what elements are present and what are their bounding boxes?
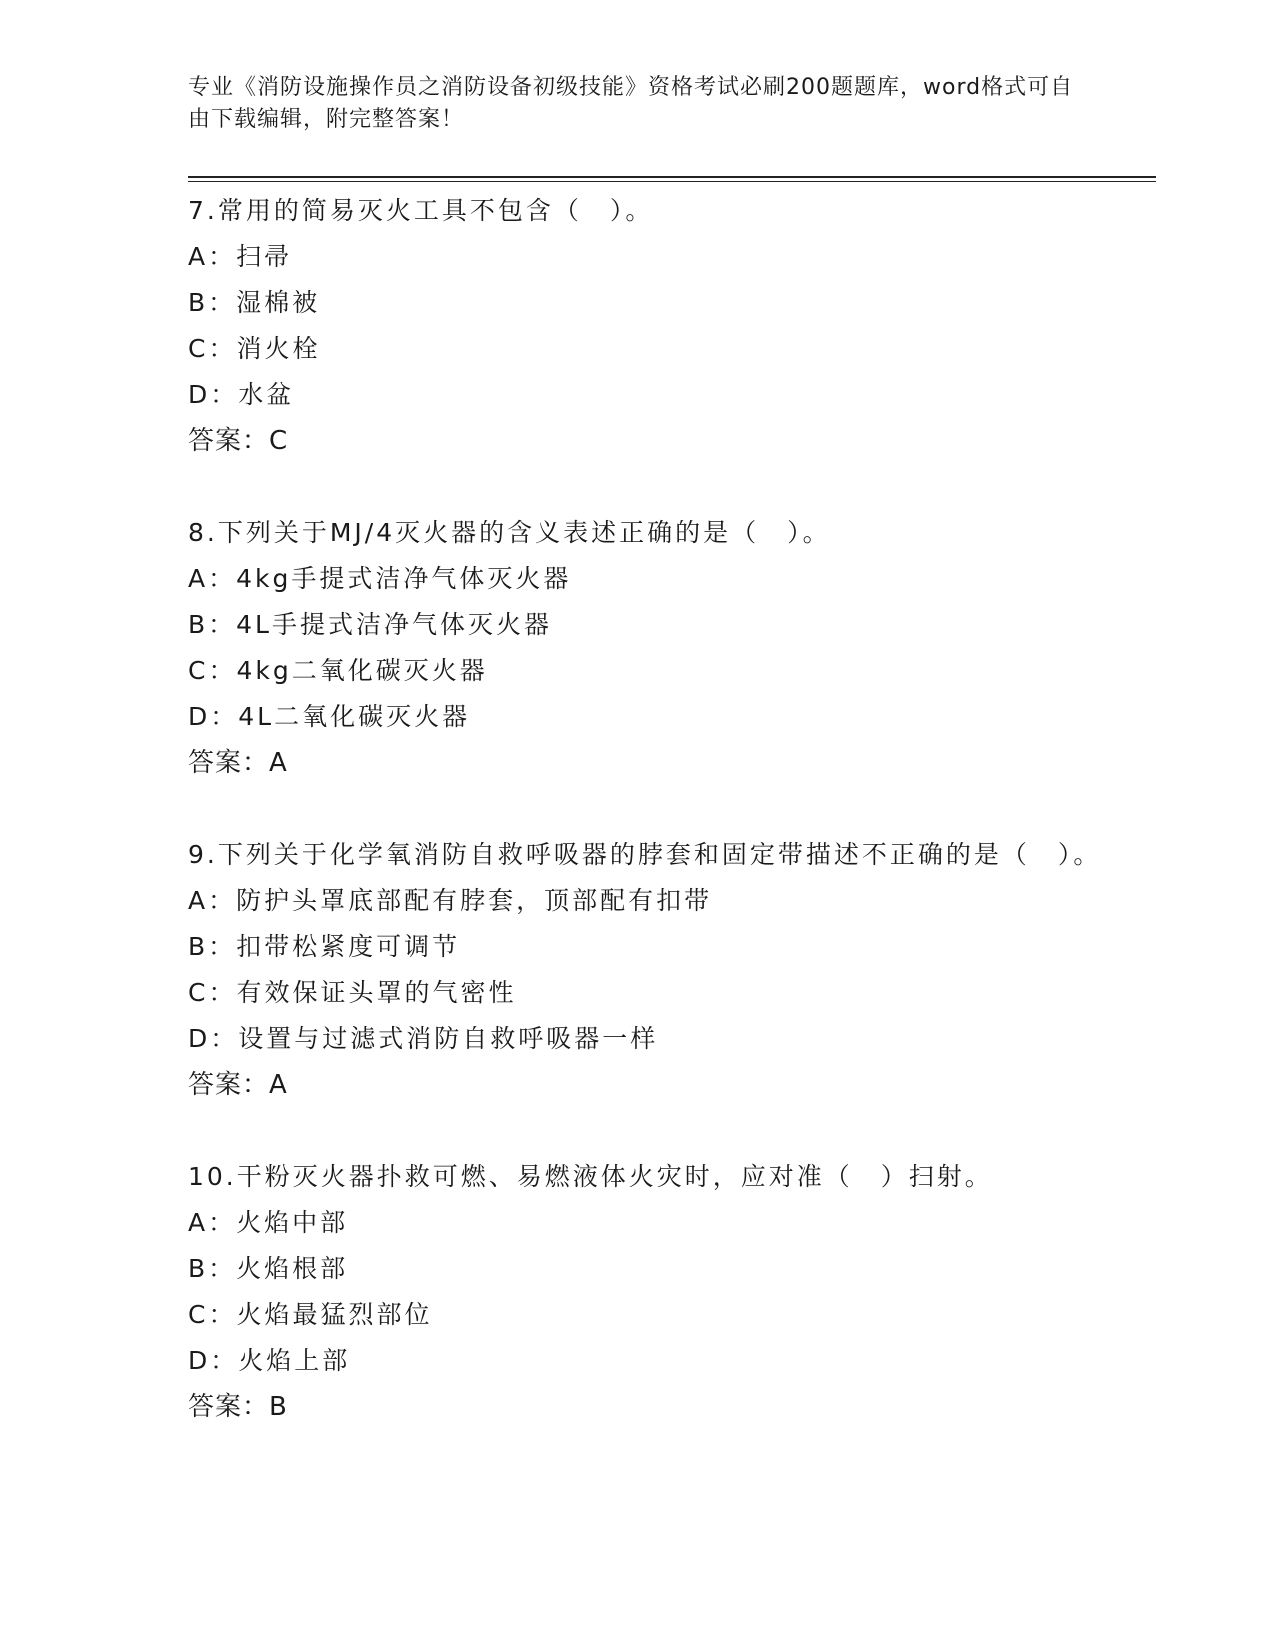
answer-label: 答案： (188, 426, 270, 456)
question-item (188, 832, 1148, 1108)
option-c: C：有效保证头罩的气密性 (188, 978, 517, 1007)
answer-value: B (269, 1392, 288, 1422)
option-a: A：扫帚 (188, 242, 293, 271)
option-a: A：火焰中部 (188, 1208, 349, 1237)
option-c: C：4kg二氧化碳灭火器 (188, 656, 488, 685)
answer-line (188, 418, 1148, 464)
answer-value: A (269, 748, 288, 778)
answer-line (188, 740, 1148, 786)
question-stem: 9.下列关于化学氧消防自救呼吸器的脖套和固定带描述不正确的是（ ）。 (188, 840, 1102, 869)
option-b: B：4L手提式洁净气体灭火器 (188, 610, 552, 639)
option-b: B：湿棉被 (188, 288, 321, 317)
header-divider (188, 176, 1156, 182)
option-c: C：消火栓 (188, 334, 321, 363)
option-a: A：防护头罩底部配有脖套，顶部配有扣带 (188, 886, 713, 915)
answer-value: C (269, 426, 289, 456)
answer-label: 答案： (188, 1070, 270, 1100)
question-list (188, 188, 1148, 1476)
option-d: D：火焰上部 (188, 1346, 351, 1375)
option-d: D：4L二氧化碳灭火器 (188, 702, 471, 731)
question-stem: 8.下列关于MJ/4灭火器的含义表述正确的是（ ）。 (188, 518, 831, 547)
option-b: B：火焰根部 (188, 1254, 349, 1283)
option-c: C：火焰最猛烈部位 (188, 1300, 433, 1329)
option-d: D：水盆 (188, 380, 295, 409)
answer-label: 答案： (188, 748, 270, 778)
answer-label: 答案： (188, 1392, 270, 1422)
document-header: 专业《消防设施操作员之消防设备初级技能》资格考试必刷200题题库，word格式可自由下载编辑，附完整答案！ (188, 75, 1074, 132)
answer-value: A (269, 1070, 288, 1100)
answer-line (188, 1062, 1148, 1108)
option-b: B：扣带松紧度可调节 (188, 932, 461, 961)
question-item (188, 1154, 1148, 1430)
question-stem: 7.常用的简易灭火工具不包含（ ）。 (188, 196, 654, 225)
option-a: A：4kg手提式洁净气体灭火器 (188, 564, 572, 593)
answer-line (188, 1384, 1148, 1430)
option-d: D：设置与过滤式消防自救呼吸器一样 (188, 1024, 659, 1053)
question-item (188, 510, 1148, 786)
question-stem: 10.干粉灭火器扑救可燃、易燃液体火灾时，应对准（ ）扫射。 (188, 1162, 993, 1191)
question-item (188, 188, 1148, 464)
